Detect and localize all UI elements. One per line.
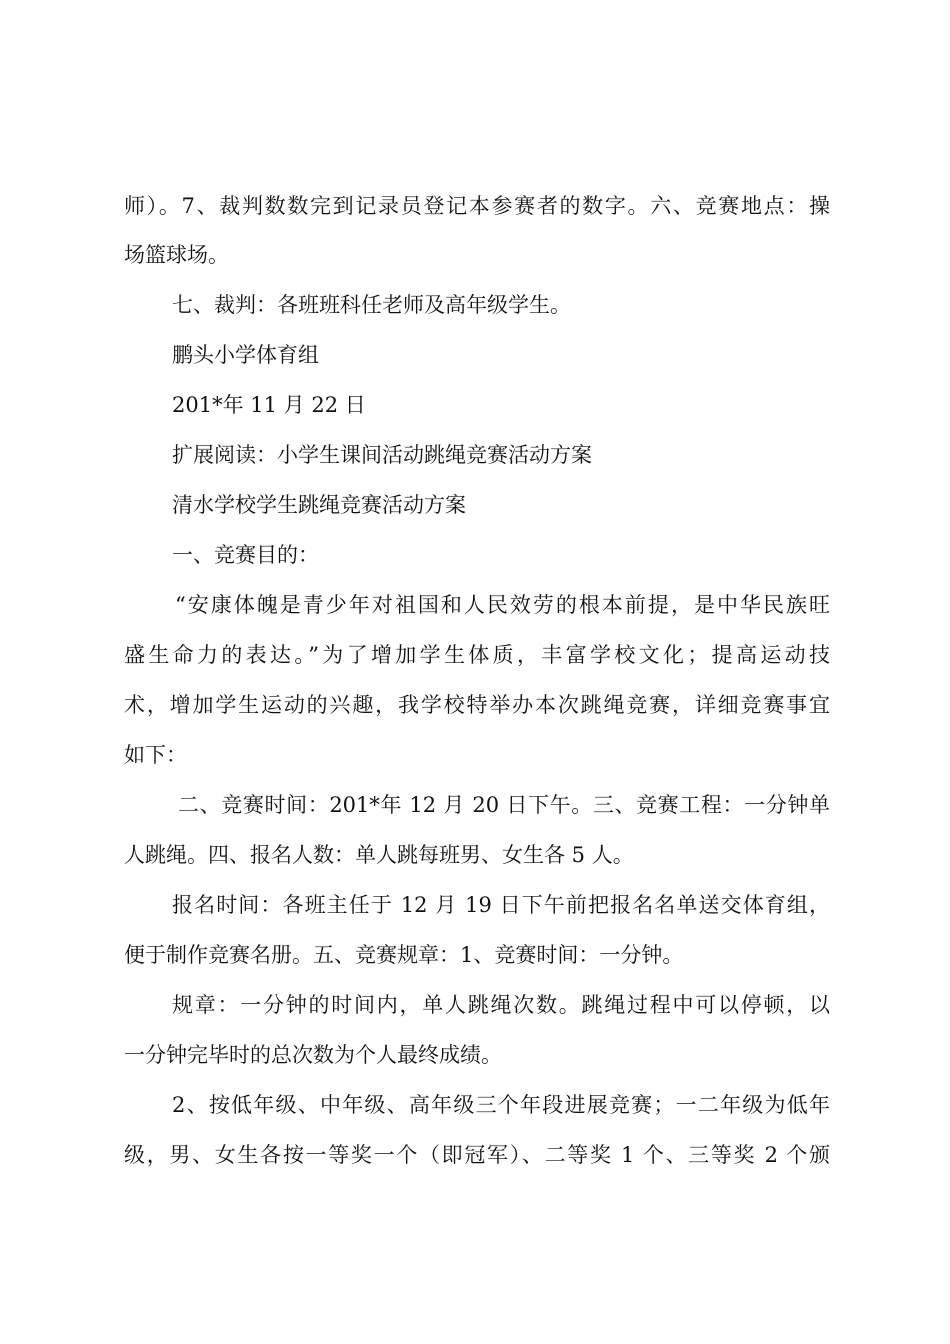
- text-line: 便于制作竞赛名册。五、竞赛规章：1、竞赛时间：一分钟。: [124, 943, 684, 967]
- text-line: 2、按低年级、中年级、高年级三个年段进展竞赛；一二年级为低年: [172, 1093, 830, 1117]
- text-line: 场篮球场。: [124, 243, 229, 267]
- text-line: 术，增加学生运动的兴趣，我学校特举办本次跳绳竞赛，详细竞赛事宜: [124, 693, 830, 717]
- text-line: 报名时间：各班主任于 12 月 19 日下午前把报名名单送交体育组，: [172, 893, 830, 917]
- text-line: 规章：一分钟的时间内，单人跳绳次数。跳绳过程中可以停顿，以: [172, 993, 830, 1017]
- text-line: 盛生命力的表达。”为了增加学生体质，丰富学校文化；提高运动技: [124, 643, 830, 667]
- text-line: 鹏头小学体育组: [172, 343, 319, 367]
- date-line: 201*年 11 月 22 日: [172, 393, 366, 417]
- text-line: 如下：: [124, 743, 187, 767]
- text-line: 师）。7、裁判数数完到记录员登记本参赛者的数字。六、竞赛地点：操: [124, 194, 830, 218]
- text-line: “安康体魄是青少年对祖国和人民效劳的根本前提，是中华民族旺: [175, 593, 830, 617]
- text-line: 七、裁判：各班班科任老师及高年级学生。: [172, 293, 571, 317]
- section-heading: 一、竞赛目的：: [172, 543, 319, 567]
- section-title: 清水学校学生跳绳竞赛活动方案: [172, 493, 466, 517]
- text-line: 一分钟完毕时的总次数为个人最终成绩。: [124, 1043, 502, 1067]
- text-line: 二、竞赛时间：201*年 12 月 20 日下午。三、竞赛工程：一分钟单: [178, 793, 830, 817]
- text-line: 扩展阅读：小学生课间活动跳绳竞赛活动方案: [172, 443, 592, 467]
- text-line: 级，男、女生各按一等奖一个（即冠军）、二等奖 1 个、三等奖 2 个颁: [124, 1143, 830, 1167]
- text-line: 人跳绳。四、报名人数：单人跳每班男、女生各 5 人。: [124, 843, 634, 867]
